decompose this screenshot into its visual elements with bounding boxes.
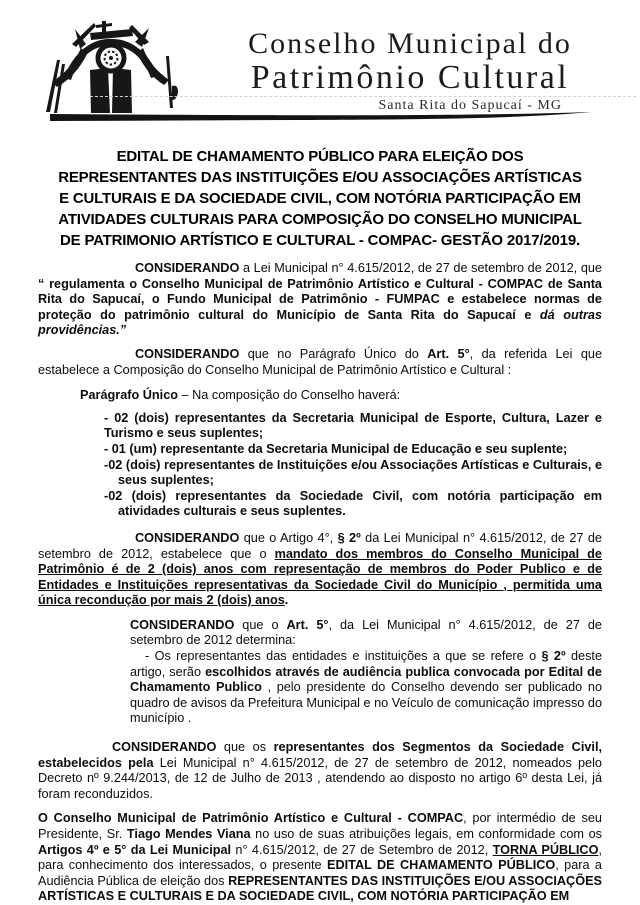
document-title-line: EDITAL DE CHAMAMENTO PÚBLICO PARA ELEIÇÃO DOS: [116, 148, 524, 165]
paragraph-considerando-4-head: CONSIDERANDO que o Art. 5°, da Lei Municipal n° 4.615/2012, de 27 de setembro de 2012 determina:: [130, 617, 602, 648]
paragraph-considerando-5: CONSIDERANDO que os representantes dos Segmentos da Sociedade Civil, estabelecidos pela Lei Municipal n° 4.615/2012, de 27 de setembro de 2012, nomeados pelo Decreto nº 9.244/2013, de 12 de Julho de 2013 , atendendo ao disposto no artigo 6º desta Lei, já foram reconduzidos.: [38, 740, 602, 801]
paragraph-considerando-2: CONSIDERANDO que no Parágrafo Único do Art. 5°, da referida Lei que estabelece a Composição do Conselho Municipal de Patrimônio Artístico e Cultural :: [38, 346, 603, 377]
document-title-line: REPRESENTANTES DAS INSTITUIÇÕES E/OU ASSOCIAÇÕES ARTÍSTICAS: [58, 169, 582, 186]
organization-name-line2: Patrimônio Cultural: [250, 59, 570, 96]
paragraph-considerando-4-body: - Os representantes das entidades e instituições a que se refere o § 2º deste artigo, serão escolhidos através de audiência publica convocada por Edital de Chamamento Publico , pelo presidente do Conselho devendo ser publicado no quadro de avisos da Prefeitura Municipal e no Veículo de comunicação impresso do município .: [130, 649, 603, 726]
document-title-line: ATIVIDADES CULTURAIS PARA COMPOSIÇÃO DO CONSELHO MUNICIPAL: [58, 211, 582, 228]
paragraph-considerando-3: CONSIDERANDO que o Artigo 4°, § 2º da Lei Municipal n° 4.615/2012, de 27 de setembro de 2012, estabelece que o mandato dos membros do Conselho Municipal de Patrimônio é de 2 (dois) anos com representação de membros do Poder Publico e de Entidades e Instituições representativas da Sociedade Civil do Município , permitida uma única recondução por mais 2 (dois) anos.: [38, 530, 602, 608]
paragraph-torna-publico: O Conselho Municipal de Patrimônio Artístico e Cultural - COMPAC, por intermédio de seu Presidente, Sr. Tiago Mendes Viana no uso de suas atribuições legais, em conformidade com os Artigos 4º e 5° da Lei Municipal n° 4.615/2012, de 27 de Setembro de 2012, TORNA PÚBLICO, para conhecimento dos interessados, o presente EDITAL DE CHAMAMENTO PÚBLICO, para a Audiência Pública de eleição dos REPRESENTANTES DAS INSTITUIÇÕES E/OU ASSOCIAÇÕES ARTÍSTICAS E CULTURAIS E DA SOCIEDADE CIVIL, COM NOTÓRIA PARTICIPAÇÃO EM: [38, 811, 602, 904]
church-tower-icon: [36, 20, 188, 114]
list-item: - 01 (um) representante da Secretaria Municipal de Educação e seu suplente;: [104, 441, 568, 456]
header-location: Santa Rita do Sapucaí - MG: [378, 98, 562, 113]
paragraph-paragrafo-unico: Parágrafo Único – Na composição do Conselho haverá:: [80, 388, 401, 403]
header-faint-rule: [90, 96, 636, 97]
list-item: -02 (dois) representantes da Sociedade Civil, com notória participação em atividades culturais e seus suplentes.: [104, 488, 602, 519]
composition-list: [104, 411, 602, 520]
list-item: -02 (dois) representantes de Instituições e/ou Associações Artísticas e Culturais, e seus suplentes;: [104, 457, 602, 488]
letterhead: [0, 0, 640, 128]
paragraph-considerando-4: [130, 618, 602, 727]
paragraph-considerando-1: CONSIDERANDO a Lei Municipal n° 4.615/2012, de 27 de setembro de 2012, que “ regulamenta o Conselho Municipal de Patrimônio Artístico e Cultural - COMPAC de Santa Rita do Sapucaí, o Fundo Municipal de Patrimônio - FUMPAC e estabelece normas de proteção do patrimônio cultural do Município de Santa Rita do Sapucaí e dá outras providências.”: [38, 261, 603, 338]
document-title-line: E CULTURAIS E DA SOCIEDADE CIVIL, COM NOTÓRIA PARTICIPAÇÃO EM: [59, 190, 581, 207]
organization-name-line1: Conselho Municipal do: [248, 27, 572, 60]
document-title-line: DE PATRIMONIO ARTÍSTICO E CULTURAL - COMPAC- GESTÃO 2017/2019.: [60, 232, 580, 249]
header-swoosh-rule: [50, 112, 592, 124]
document-title: [36, 146, 604, 251]
document-body: [38, 261, 602, 905]
list-item: - 02 (dois) representantes da Secretaria Municipal de Esporte, Cultura, Lazer e Turismo e seus suplentes;: [104, 410, 602, 441]
organization-name: [190, 28, 630, 95]
